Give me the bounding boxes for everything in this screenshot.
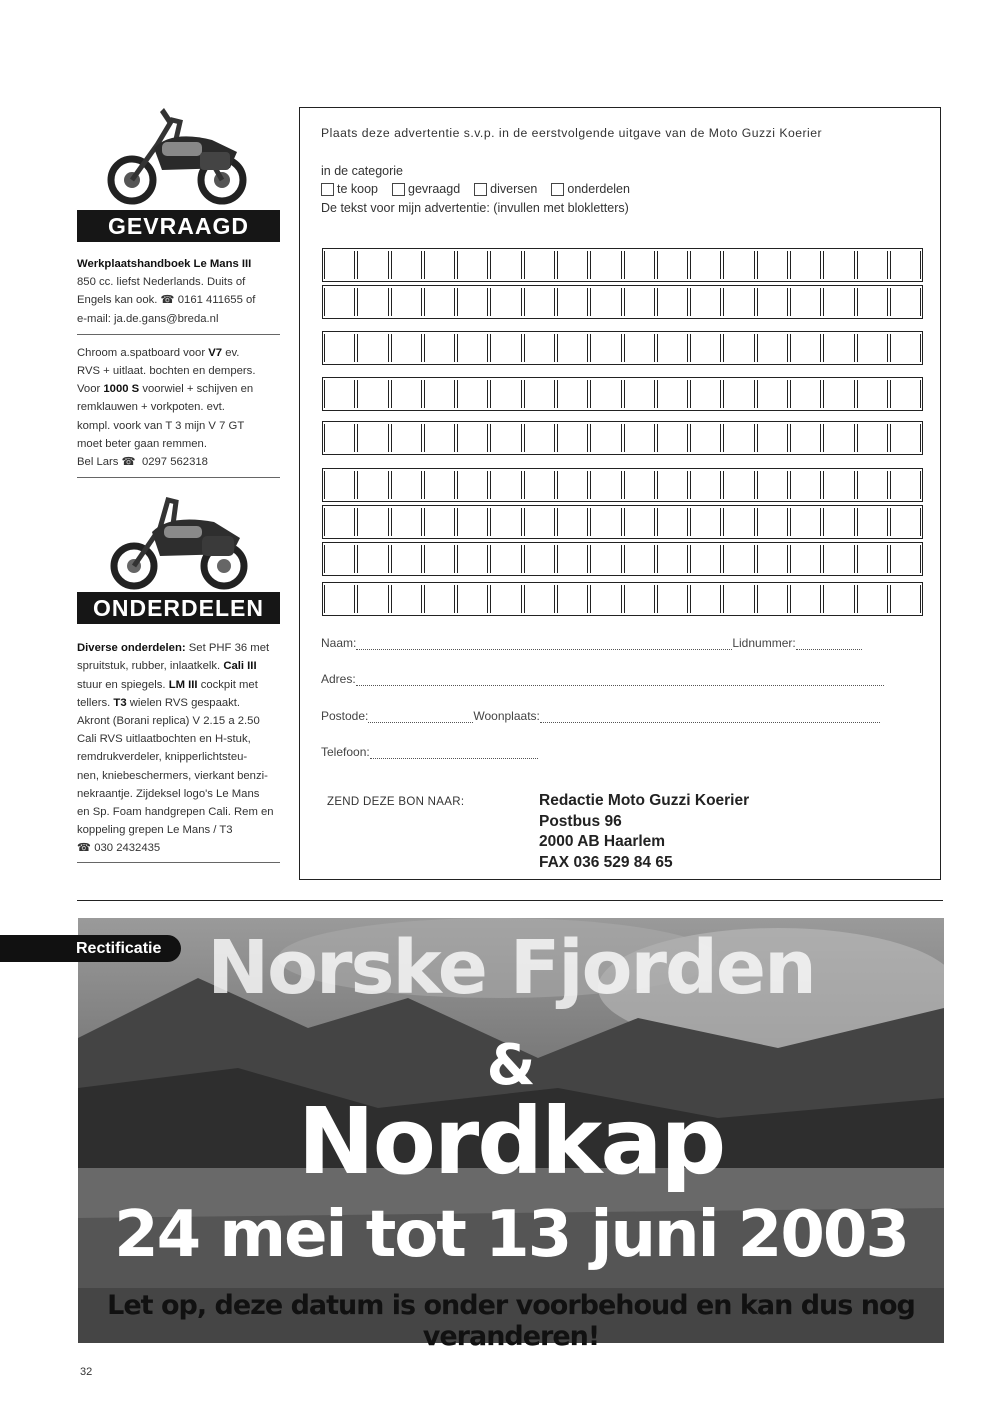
ad-chroom-spatboard	[77, 344, 280, 471]
letter-box[interactable]	[657, 508, 688, 536]
letter-box[interactable]	[823, 471, 854, 499]
field-label: Adres:	[321, 672, 356, 686]
letter-box[interactable]	[624, 380, 655, 408]
field-label: Postode:	[321, 709, 369, 723]
ad-text: koppeling grepen Le Mans / T3	[77, 824, 233, 837]
ad-diverse-onderdelen	[77, 639, 280, 857]
advertisement-form	[299, 107, 941, 880]
ad-text: tellers.	[77, 696, 114, 709]
field-label: Naam:	[321, 636, 357, 650]
letter-box[interactable]	[424, 288, 455, 316]
letter-box[interactable]	[790, 508, 821, 536]
letter-box[interactable]	[490, 585, 521, 613]
checkbox-te-koop[interactable]	[321, 182, 378, 196]
letter-box[interactable]	[457, 288, 488, 316]
letter-box[interactable]	[624, 424, 655, 452]
letter-box[interactable]	[424, 334, 455, 362]
category-options	[321, 182, 630, 196]
ad-text: en Sp. Foam handgrepen Cali. Rem en	[77, 806, 274, 819]
field-label: Woonplaats:	[473, 709, 540, 723]
letter-box[interactable]	[723, 251, 754, 279]
motorcycle-photo-gevraagd	[77, 100, 280, 210]
mailing-address	[539, 791, 749, 873]
letter-box[interactable]	[657, 288, 688, 316]
letter-box[interactable]	[424, 424, 455, 452]
letter-box[interactable]	[557, 288, 588, 316]
letter-box[interactable]	[590, 288, 621, 316]
letter-box[interactable]	[823, 334, 854, 362]
field-adres[interactable]	[321, 672, 884, 686]
checkbox-box[interactable]	[392, 183, 405, 196]
letter-box[interactable]	[524, 545, 555, 573]
letter-box[interactable]	[790, 288, 821, 316]
letter-box[interactable]	[524, 288, 555, 316]
motorcycle-icon	[102, 492, 252, 592]
letter-box[interactable]	[357, 545, 388, 573]
letter-box[interactable]	[757, 545, 788, 573]
letter-box[interactable]	[557, 508, 588, 536]
ad-text: cockpit met	[197, 678, 258, 691]
field-line[interactable]	[796, 639, 862, 650]
letter-box[interactable]	[424, 508, 455, 536]
letter-box[interactable]	[457, 334, 488, 362]
address-fax: FAX 036 529 84 65	[539, 853, 673, 871]
letter-box[interactable]	[490, 424, 521, 452]
letter-box[interactable]	[557, 334, 588, 362]
banner-title-norske-fjorden: Norske Fjorden	[207, 925, 815, 1011]
letter-box[interactable]	[524, 380, 555, 408]
ad-text: RVS + uitlaat. bochten en dempers.	[77, 365, 256, 378]
letter-box[interactable]	[757, 288, 788, 316]
telephone-icon: ☎	[160, 294, 175, 307]
divider	[77, 862, 280, 863]
letter-box[interactable]	[690, 251, 721, 279]
letter-box[interactable]	[357, 471, 388, 499]
ad-werkplaatshandboek	[77, 255, 280, 328]
letter-box[interactable]	[457, 545, 488, 573]
letter-box[interactable]	[557, 585, 588, 613]
letter-box[interactable]	[457, 380, 488, 408]
letter-box[interactable]	[657, 471, 688, 499]
letter-box[interactable]	[391, 251, 422, 279]
letter-box[interactable]	[657, 251, 688, 279]
letter-box[interactable]	[624, 471, 655, 499]
field-line[interactable]	[356, 675, 884, 686]
field-line[interactable]	[540, 712, 880, 723]
ad-text: nen, kniebeschermers, vierkant benzi-	[77, 769, 268, 782]
letter-grid-row	[322, 505, 923, 539]
letter-box[interactable]	[324, 545, 355, 573]
banner-title-nordkap: Nordkap	[297, 1088, 725, 1195]
checkbox-diversen[interactable]	[474, 182, 537, 196]
letter-box[interactable]	[324, 585, 355, 613]
letter-box[interactable]	[757, 380, 788, 408]
letter-box[interactable]	[690, 585, 721, 613]
letter-box[interactable]	[657, 334, 688, 362]
category-banner-gevraagd: GEVRAAGD	[77, 210, 280, 242]
category-banner-onderdelen: ONDERDELEN	[77, 592, 280, 624]
checkbox-box[interactable]	[551, 183, 564, 196]
banner-dates: 24 mei tot 13 juni 2003	[114, 1198, 908, 1272]
ad-text: wielen RVS gespaakt.	[126, 696, 241, 709]
letter-box[interactable]	[823, 585, 854, 613]
letter-box[interactable]	[723, 471, 754, 499]
letter-box[interactable]	[890, 251, 921, 279]
ad-text: stuur en spiegels.	[77, 678, 169, 691]
letter-box[interactable]	[557, 471, 588, 499]
letter-box[interactable]	[490, 545, 521, 573]
letter-box[interactable]	[657, 380, 688, 408]
letter-box[interactable]	[723, 380, 754, 408]
ad-text: Set PHF 36 met	[185, 642, 270, 655]
letter-box[interactable]	[357, 380, 388, 408]
address-line: Postbus 96	[539, 812, 622, 830]
letter-box[interactable]	[857, 251, 888, 279]
letter-box[interactable]	[624, 585, 655, 613]
letter-box[interactable]	[391, 424, 422, 452]
checkbox-box[interactable]	[321, 183, 334, 196]
letter-box[interactable]	[424, 380, 455, 408]
letter-box[interactable]	[690, 545, 721, 573]
letter-box[interactable]	[790, 424, 821, 452]
checkbox-label: gevraagd	[408, 182, 461, 196]
field-postcode[interactable]	[321, 709, 880, 723]
letter-box[interactable]	[857, 288, 888, 316]
letter-box[interactable]	[857, 334, 888, 362]
ad-phone: 030 2432435	[94, 842, 161, 855]
letter-box[interactable]	[424, 251, 455, 279]
letter-box[interactable]	[790, 251, 821, 279]
letter-box[interactable]	[391, 585, 422, 613]
letter-box[interactable]	[357, 288, 388, 316]
letter-box[interactable]	[391, 288, 422, 316]
letter-box[interactable]	[490, 508, 521, 536]
letter-box[interactable]	[590, 545, 621, 573]
letter-box[interactable]	[457, 471, 488, 499]
letter-box[interactable]	[757, 424, 788, 452]
letter-box[interactable]	[357, 585, 388, 613]
send-label: ZEND DEZE BON NAAR:	[327, 796, 465, 808]
divider	[77, 334, 280, 335]
rectificatie-tag: Rectificatie	[0, 935, 181, 962]
letter-box[interactable]	[823, 545, 854, 573]
ad-text: Cali RVS uitlaatbochten en H-stuk,	[77, 733, 251, 746]
letter-box[interactable]	[324, 334, 355, 362]
letter-box[interactable]	[690, 424, 721, 452]
letter-box[interactable]	[823, 380, 854, 408]
letter-box[interactable]	[690, 508, 721, 536]
letter-box[interactable]	[757, 508, 788, 536]
letter-box[interactable]	[524, 585, 555, 613]
letter-grid-row	[322, 331, 923, 365]
banner-ampersand: &	[486, 1033, 536, 1098]
letter-box[interactable]	[624, 288, 655, 316]
letter-box[interactable]	[890, 545, 921, 573]
letter-box[interactable]	[890, 585, 921, 613]
field-label: Lidnummer:	[732, 636, 796, 650]
letter-box[interactable]	[857, 585, 888, 613]
letter-box[interactable]	[590, 424, 621, 452]
checkbox-gevraagd[interactable]	[392, 182, 460, 196]
field-label: Telefoon:	[321, 745, 370, 759]
letter-box[interactable]	[557, 251, 588, 279]
letter-box[interactable]	[857, 545, 888, 573]
letter-box[interactable]	[391, 545, 422, 573]
letter-box[interactable]	[357, 334, 388, 362]
letter-box[interactable]	[424, 545, 455, 573]
letter-box[interactable]	[690, 380, 721, 408]
page-number: 32	[80, 1366, 93, 1378]
letter-box[interactable]	[324, 471, 355, 499]
ad-email: e-mail: ja.de.gans@breda.nl	[77, 312, 219, 325]
letter-box[interactable]	[790, 585, 821, 613]
letter-box[interactable]	[690, 471, 721, 499]
letter-box[interactable]	[657, 424, 688, 452]
ad-text: voorwiel + schijven en	[139, 383, 254, 396]
category-label: in de categorie	[321, 164, 404, 178]
letter-box[interactable]	[357, 424, 388, 452]
letter-box[interactable]	[590, 585, 621, 613]
letter-box[interactable]	[890, 508, 921, 536]
letter-box[interactable]	[424, 471, 455, 499]
letter-box[interactable]	[590, 334, 621, 362]
ad-text: Voor	[77, 383, 104, 396]
letter-box[interactable]	[723, 508, 754, 536]
checkbox-label: diversen	[490, 182, 538, 196]
field-line[interactable]	[370, 748, 538, 759]
ad-text: Akront (Borani replica) V 2.15 a 2.50	[77, 715, 260, 728]
checkbox-label: onderdelen	[567, 182, 630, 196]
letter-box[interactable]	[857, 380, 888, 408]
letter-box[interactable]	[823, 288, 854, 316]
ad-model: 1000 S	[103, 383, 140, 396]
letter-box[interactable]	[690, 334, 721, 362]
field-naam[interactable]	[321, 636, 862, 650]
letter-box[interactable]	[324, 424, 355, 452]
letter-box[interactable]	[624, 545, 655, 573]
letter-box[interactable]	[391, 471, 422, 499]
field-telefoon[interactable]	[321, 745, 538, 759]
letter-box[interactable]	[723, 288, 754, 316]
letter-box[interactable]	[490, 334, 521, 362]
letter-box[interactable]	[490, 251, 521, 279]
letter-box[interactable]	[757, 471, 788, 499]
address-line: Redactie Moto Guzzi Koerier	[539, 792, 750, 809]
letter-grid-row	[322, 285, 923, 319]
letter-box[interactable]	[557, 380, 588, 408]
letter-box[interactable]	[391, 334, 422, 362]
letter-box[interactable]	[324, 251, 355, 279]
letter-box[interactable]	[624, 508, 655, 536]
ad-title: Diverse onderdelen:	[77, 642, 186, 655]
letter-box[interactable]	[757, 251, 788, 279]
ad-title: Werkplaatshandboek Le Mans III	[77, 258, 252, 270]
letter-box[interactable]	[823, 251, 854, 279]
letter-box[interactable]	[723, 334, 754, 362]
address-line: 2000 AB Haarlem	[539, 833, 666, 850]
letter-box[interactable]	[590, 471, 621, 499]
divider	[77, 477, 280, 478]
ad-text: remklauwen + vorkpoten. evt.	[77, 401, 225, 414]
letter-box[interactable]	[890, 471, 921, 499]
checkbox-onderdelen[interactable]	[551, 182, 630, 196]
letter-grid-row	[322, 542, 923, 576]
letter-box[interactable]	[357, 508, 388, 536]
letter-box[interactable]	[624, 334, 655, 362]
letter-box[interactable]	[457, 585, 488, 613]
field-line[interactable]	[356, 639, 732, 650]
letter-box[interactable]	[490, 380, 521, 408]
checkbox-box[interactable]	[474, 183, 487, 196]
telephone-icon: ☎	[77, 842, 92, 855]
letter-box[interactable]	[790, 471, 821, 499]
letter-box[interactable]	[723, 585, 754, 613]
ad-text: 850 cc. liefst Nederlands. Duits of	[77, 276, 246, 289]
ad-text: Bel Lars	[77, 456, 119, 469]
ad-model: LM III	[168, 678, 198, 691]
telephone-icon: ☎	[121, 456, 136, 469]
letter-box[interactable]	[424, 585, 455, 613]
letter-box[interactable]	[723, 545, 754, 573]
letter-box[interactable]	[391, 508, 422, 536]
ad-model: T3	[113, 696, 127, 709]
ad-text: Chroom a.spatboard voor	[77, 346, 209, 359]
letter-box[interactable]	[857, 508, 888, 536]
letter-box[interactable]	[490, 471, 521, 499]
ad-model: Cali III	[223, 660, 257, 673]
letter-box[interactable]	[524, 424, 555, 452]
ad-text: ev.	[222, 346, 240, 359]
ad-text: nekraantje. Zijdeksel logo's Le Mans	[77, 787, 260, 800]
letter-box[interactable]	[357, 251, 388, 279]
letter-grid-row	[322, 468, 923, 502]
letter-box[interactable]	[857, 471, 888, 499]
letter-box[interactable]	[757, 334, 788, 362]
letter-box[interactable]	[524, 508, 555, 536]
ad-phone: 0297 562318	[141, 456, 208, 469]
letter-box[interactable]	[590, 380, 621, 408]
page-divider	[77, 900, 943, 901]
letter-box[interactable]	[723, 424, 754, 452]
letter-box[interactable]	[324, 380, 355, 408]
motorcycle-icon	[102, 100, 252, 210]
letter-box[interactable]	[823, 508, 854, 536]
letter-box[interactable]	[890, 334, 921, 362]
letter-box[interactable]	[890, 424, 921, 452]
left-column	[77, 100, 280, 863]
ad-text: moet beter gaan remmen.	[77, 437, 207, 450]
banner-note: Let op, deze datum is onder voorbehoud en kan dus nog veranderen!	[107, 1290, 915, 1352]
letter-box[interactable]	[490, 288, 521, 316]
ad-phone: 0161 411655 of	[177, 294, 256, 307]
ad-text: Engels kan ook.	[77, 294, 158, 307]
ad-text: remdrukverdeler, knipperlichtsteu-	[77, 751, 248, 764]
letter-box[interactable]	[524, 471, 555, 499]
ad-model: V7	[208, 346, 223, 359]
letter-box[interactable]	[590, 251, 621, 279]
letter-box[interactable]	[524, 251, 555, 279]
letter-grid-row	[322, 421, 923, 455]
letter-box[interactable]	[457, 251, 488, 279]
letter-box[interactable]	[690, 288, 721, 316]
letter-box[interactable]	[890, 380, 921, 408]
letter-box[interactable]	[790, 545, 821, 573]
letter-box[interactable]	[590, 508, 621, 536]
letter-grid-row	[322, 248, 923, 282]
ad-text: kompl. voork van T 3 mijn V 7 GT	[77, 419, 245, 432]
letter-box[interactable]	[790, 334, 821, 362]
letter-box[interactable]	[624, 251, 655, 279]
form-intro: Plaats deze advertentie s.v.p. in de eerstvolgende uitgave van de Moto Guzzi Koerier	[321, 126, 823, 140]
ad-text-phone	[77, 291, 280, 309]
letter-box[interactable]	[823, 424, 854, 452]
field-line[interactable]	[368, 712, 473, 723]
letter-box[interactable]	[391, 380, 422, 408]
letter-box[interactable]	[890, 288, 921, 316]
ad-text: spruitstuk, rubber, inlaatkelk.	[77, 660, 224, 673]
letter-box[interactable]	[790, 380, 821, 408]
text-instruction: De tekst voor mijn advertentie: (invullen met blokletters)	[321, 201, 629, 215]
letter-box[interactable]	[857, 424, 888, 452]
letter-box[interactable]	[457, 508, 488, 536]
letter-box[interactable]	[557, 424, 588, 452]
letter-box[interactable]	[324, 288, 355, 316]
letter-box[interactable]	[524, 334, 555, 362]
letter-grid-row	[322, 582, 923, 616]
letter-box[interactable]	[324, 508, 355, 536]
letter-box[interactable]	[457, 424, 488, 452]
letter-box[interactable]	[557, 545, 588, 573]
letter-box[interactable]	[757, 585, 788, 613]
letter-box[interactable]	[657, 545, 688, 573]
motorcycle-photo-onderdelen	[77, 492, 280, 592]
letter-grid-row	[322, 377, 923, 411]
letter-box[interactable]	[657, 585, 688, 613]
checkbox-label: te koop	[337, 182, 379, 196]
